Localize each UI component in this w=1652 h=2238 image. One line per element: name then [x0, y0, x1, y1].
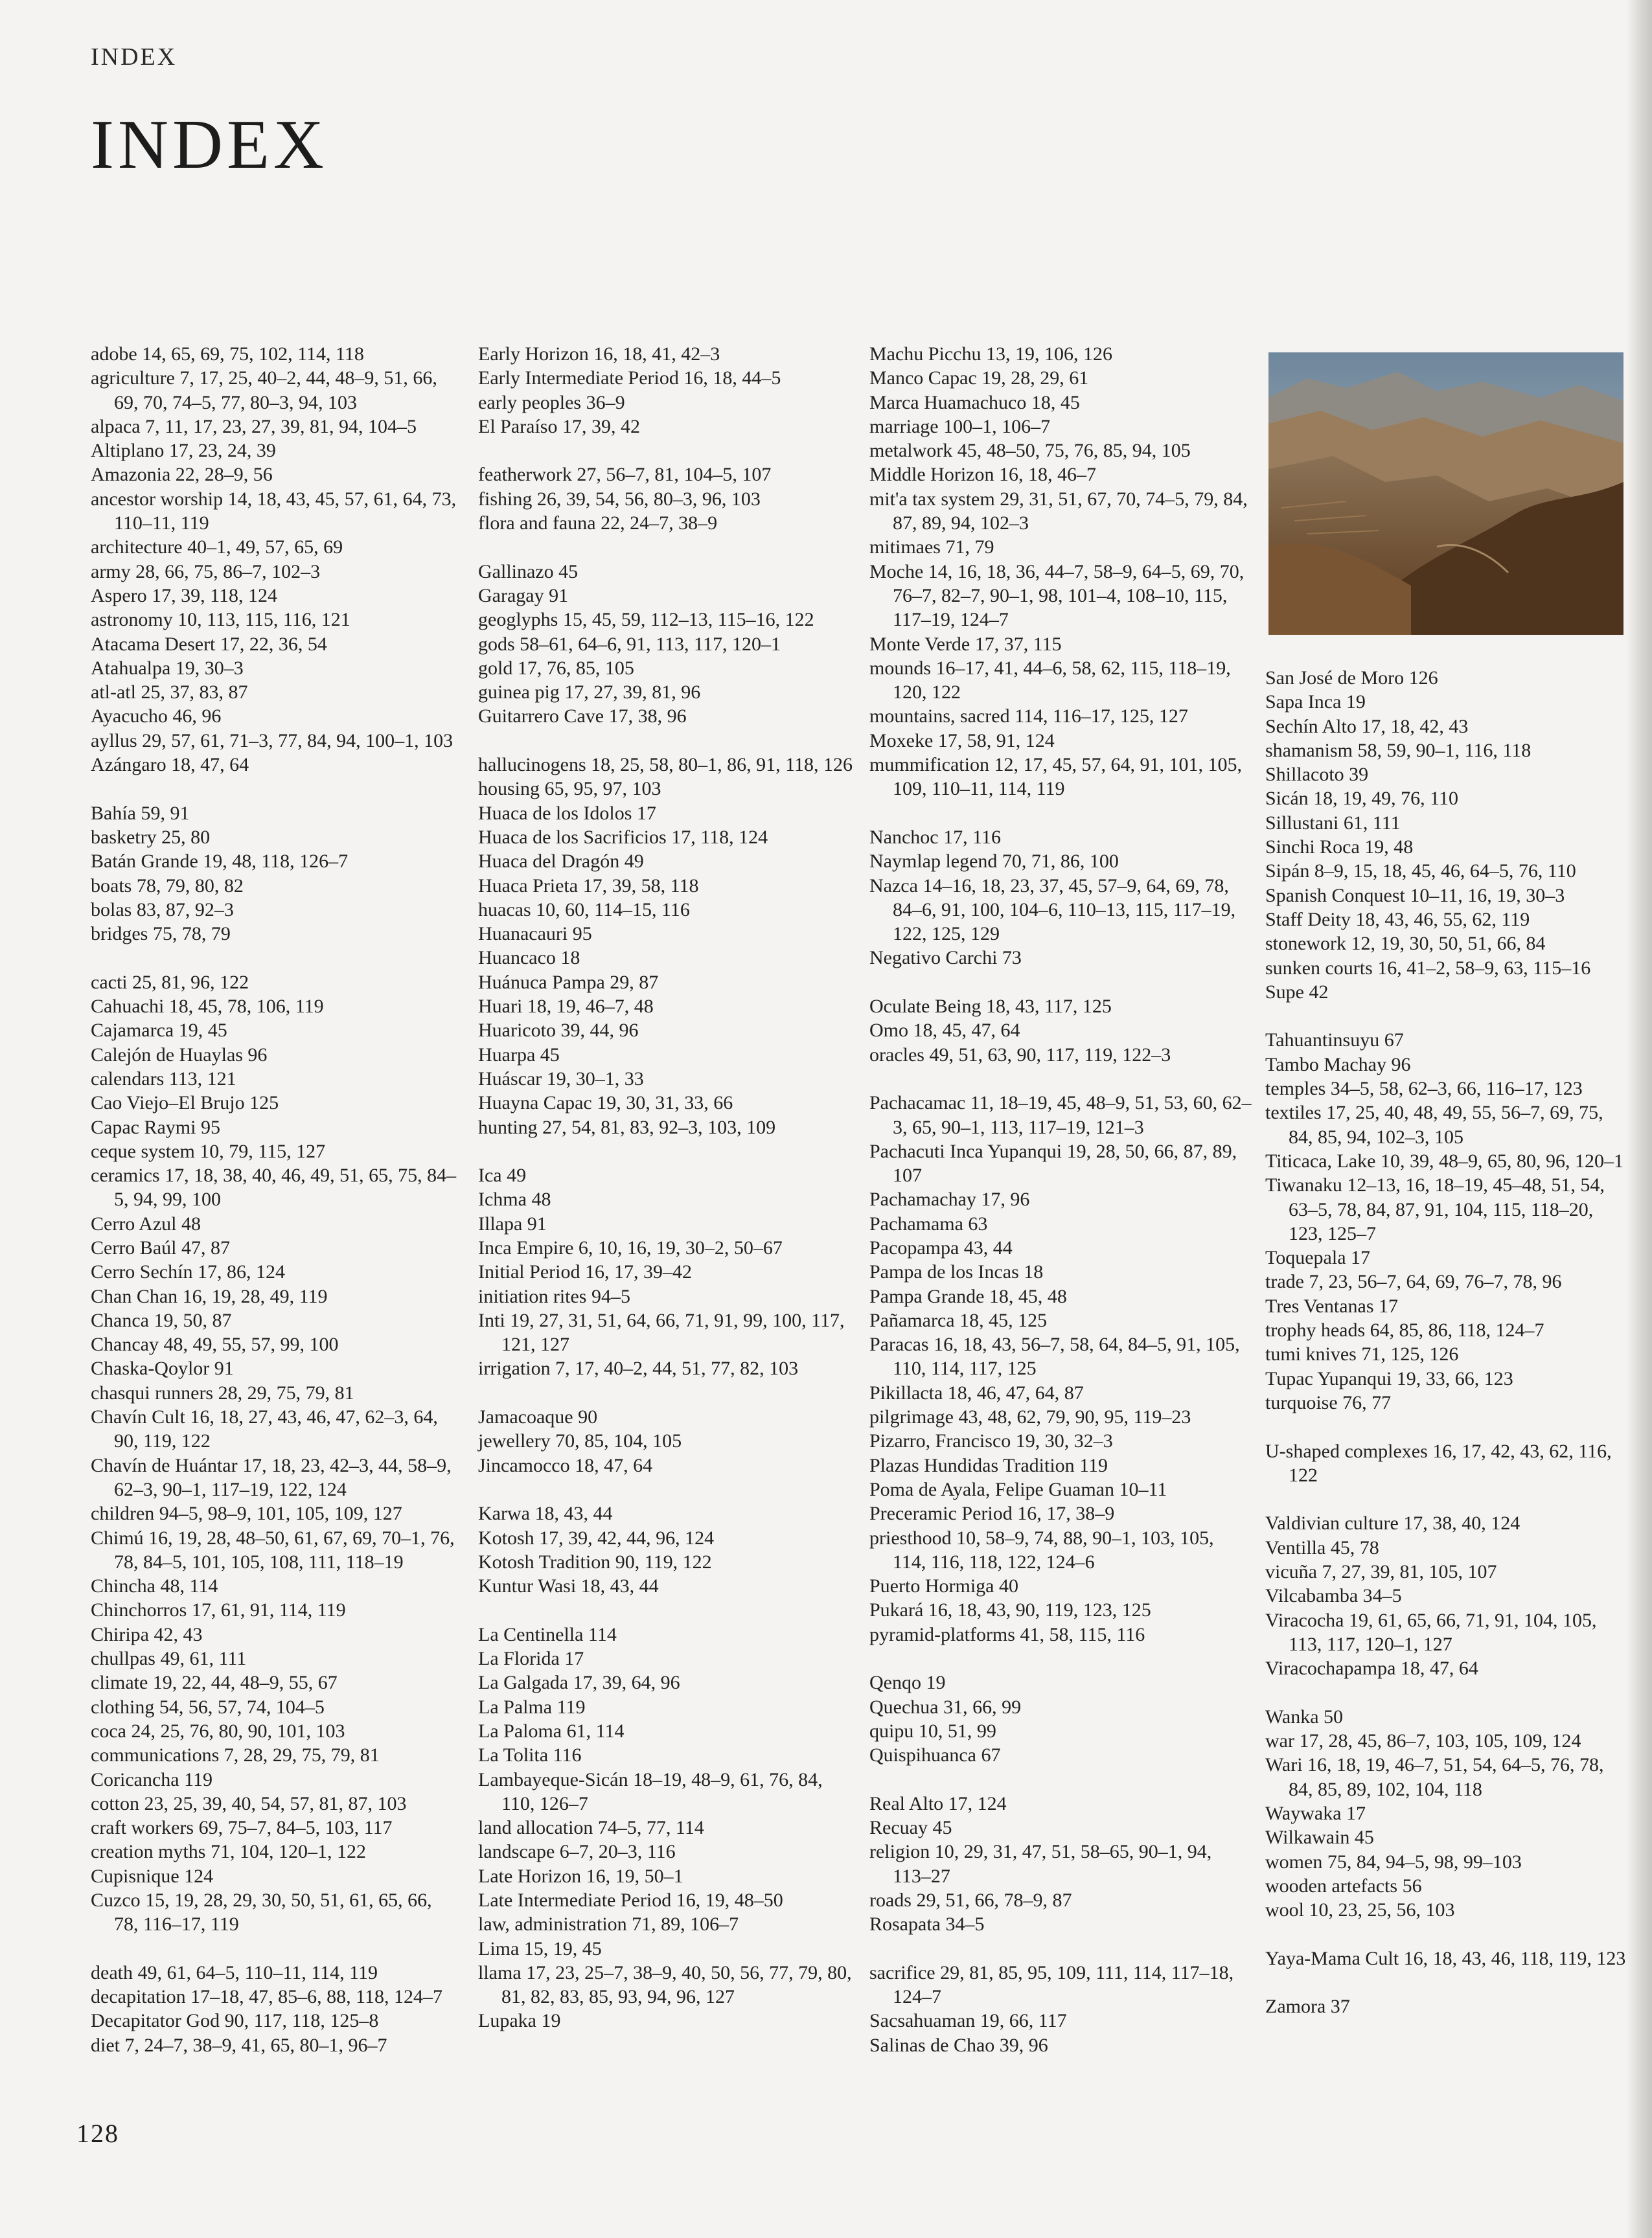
index-entry: death 49, 61, 64–5, 110–11, 114, 119 [91, 1961, 378, 1983]
index-column-4 [1265, 666, 1628, 2019]
mountain-landscape-photo [1268, 352, 1623, 635]
index-entry: women 75, 84, 94–5, 98, 99–103 [1265, 1851, 1522, 1873]
index-entry: clothing 54, 56, 57, 74, 104–5 [91, 1696, 325, 1718]
index-entry: ceque system 10, 79, 115, 127 [91, 1140, 326, 1162]
index-entry: San José de Moro 126 [1265, 667, 1438, 689]
index-entry: cotton 23, 25, 39, 40, 54, 57, 81, 87, 103 [91, 1792, 407, 1814]
letter-group-gap [1265, 1004, 1628, 1028]
index-entry: fishing 26, 39, 54, 56, 80–3, 96, 103 [478, 488, 761, 510]
index-entry: Illapa 91 [478, 1213, 547, 1235]
index-entry: guinea pig 17, 27, 39, 81, 96 [478, 681, 701, 703]
index-entry: Quispihuanca 67 [869, 1744, 1001, 1766]
index-entry: Pachacamac 11, 18–19, 45, 48–9, 51, 53, 60, 62–3, 65, 90–1, 113, 117–19, 121–3 [869, 1092, 1252, 1138]
index-entry: Viracochapampa 18, 47, 64 [1265, 1658, 1478, 1680]
letter-group-gap [1265, 1922, 1628, 1946]
index-entry: Pachamachay 17, 96 [869, 1189, 1030, 1211]
index-entry: Puerto Hormiga 40 [869, 1575, 1018, 1597]
index-entry: Aspero 17, 39, 118, 124 [91, 584, 278, 606]
letter-group-gap [478, 729, 854, 753]
index-entry: Lima 15, 19, 45 [478, 1937, 602, 1959]
index-column-3 [869, 342, 1252, 2057]
index-entry: Vilcabamba 34–5 [1265, 1585, 1402, 1607]
index-entry: bridges 75, 78, 79 [91, 923, 231, 945]
index-entry: metalwork 45, 48–50, 75, 76, 85, 94, 105 [869, 440, 1191, 462]
index-entry: Middle Horizon 16, 18, 46–7 [869, 464, 1096, 486]
index-entry: Chavín Cult 16, 18, 27, 43, 46, 47, 62–3, 64, 90, 119, 122 [91, 1406, 438, 1452]
index-entry: Inca Empire 6, 10, 16, 19, 30–2, 50–67 [478, 1237, 783, 1259]
index-entry: Quechua 31, 66, 99 [869, 1696, 1022, 1718]
index-entry: Sillustani 61, 111 [1265, 812, 1401, 834]
index-entry: Wari 16, 18, 19, 46–7, 51, 54, 64–5, 76, 78, 84, 85, 89, 102, 104, 118 [1265, 1754, 1604, 1800]
letter-group-gap [91, 1937, 460, 1961]
index-entry: hallucinogens 18, 25, 58, 80–1, 86, 91, 118, 126 [478, 754, 853, 776]
index-entry: Kotosh 17, 39, 42, 44, 96, 124 [478, 1527, 715, 1549]
index-entry: wool 10, 23, 25, 56, 103 [1265, 1899, 1455, 1921]
index-entry: early peoples 36–9 [478, 391, 625, 413]
index-entry: Yaya-Mama Cult 16, 18, 43, 46, 118, 119, 123 [1265, 1947, 1626, 1969]
index-entry: Chanca 19, 50, 87 [91, 1309, 232, 1331]
index-entry: Initial Period 16, 17, 39–42 [478, 1261, 692, 1283]
index-entry: Paracas 16, 18, 43, 56–7, 58, 64, 84–5, 91, 105, 110, 114, 117, 125 [869, 1334, 1240, 1380]
index-entry: jewellery 70, 85, 104, 105 [478, 1430, 682, 1452]
index-entry: sunken courts 16, 41–2, 58–9, 63, 115–16 [1265, 957, 1591, 979]
letter-group-gap [1265, 1970, 1628, 1994]
index-entry: Plazas Hundidas Tradition 119 [869, 1454, 1108, 1476]
index-entry: Sapa Inca 19 [1265, 691, 1366, 713]
letter-group-gap [478, 439, 854, 462]
letter-group-gap [1265, 1680, 1628, 1704]
index-entry: Gallinazo 45 [478, 560, 579, 582]
index-entry: climate 19, 22, 44, 48–9, 55, 67 [91, 1672, 338, 1694]
index-entry: craft workers 69, 75–7, 84–5, 103, 117 [91, 1817, 393, 1839]
letter-group-gap [869, 970, 1252, 994]
letter-group-gap [478, 535, 854, 559]
index-entry: Lambayeque-Sicán 18–19, 48–9, 61, 76, 84, 110, 126–7 [478, 1768, 823, 1814]
index-entry: sacrifice 29, 81, 85, 95, 109, 111, 114, 117–18, 124–7 [869, 1961, 1234, 2008]
index-entry: Pukará 16, 18, 43, 90, 119, 123, 125 [869, 1599, 1151, 1621]
index-entry: Machu Picchu 13, 19, 106, 126 [869, 343, 1112, 365]
index-entry: Cuzco 15, 19, 28, 29, 30, 50, 51, 61, 65, 66, 78, 116–17, 119 [91, 1890, 432, 1935]
index-entry: Monte Verde 17, 37, 115 [869, 633, 1062, 655]
index-entry: Huánuca Pampa 29, 87 [478, 971, 659, 993]
index-entry: Huáscar 19, 30–1, 33 [478, 1068, 644, 1090]
index-entry: Titicaca, Lake 10, 39, 48–9, 65, 80, 96, 120–1 [1265, 1150, 1623, 1172]
index-entry: Poma de Ayala, Felipe Guaman 10–11 [869, 1478, 1167, 1500]
index-entry: adobe 14, 65, 69, 75, 102, 114, 118 [91, 343, 364, 365]
index-entry: astronomy 10, 113, 115, 116, 121 [91, 609, 350, 631]
index-entry: alpaca 7, 11, 17, 23, 27, 39, 81, 94, 104–5 [91, 415, 417, 437]
index-entry: Supe 42 [1265, 981, 1329, 1003]
index-entry: Shillacoto 39 [1265, 764, 1369, 786]
index-entry: Huarpa 45 [478, 1044, 560, 1066]
index-entry: Ica 49 [478, 1165, 527, 1187]
index-entry: religion 10, 29, 31, 47, 51, 58–65, 90–1, 94, 113–27 [869, 1841, 1212, 1887]
index-entry: Kuntur Wasi 18, 43, 44 [478, 1575, 659, 1597]
index-entry: Sicán 18, 19, 49, 76, 110 [1265, 788, 1459, 810]
index-entry: Chinchorros 17, 61, 91, 114, 119 [91, 1599, 346, 1621]
index-entry: oracles 49, 51, 63, 90, 117, 119, 122–3 [869, 1044, 1171, 1066]
letter-group-gap [478, 1381, 854, 1405]
index-entry: stonework 12, 19, 30, 50, 51, 66, 84 [1265, 933, 1546, 955]
index-entry: huacas 10, 60, 114–15, 116 [478, 898, 690, 920]
index-entry: El Paraíso 17, 39, 42 [478, 415, 640, 437]
index-entry: mounds 16–17, 41, 44–6, 58, 62, 115, 118–19, 120, 122 [869, 657, 1231, 703]
index-entry: Zamora 37 [1265, 1996, 1350, 2018]
index-entry: gods 58–61, 64–6, 91, 113, 117, 120–1 [478, 633, 781, 655]
letter-group-gap [91, 946, 460, 970]
index-entry: Sinchi Roca 19, 48 [1265, 836, 1414, 858]
index-entry: children 94–5, 98–9, 101, 105, 109, 127 [91, 1503, 402, 1525]
index-entry: chullpas 49, 61, 111 [91, 1648, 247, 1670]
index-entry: priesthood 10, 58–9, 74, 88, 90–1, 103, 105, 114, 116, 118, 122, 124–6 [869, 1527, 1214, 1573]
index-entry: U-shaped complexes 16, 17, 42, 43, 62, 116, 122 [1265, 1440, 1612, 1486]
index-entry: initiation rites 94–5 [478, 1285, 630, 1307]
index-entry: Lupaka 19 [478, 2010, 561, 2032]
index-entry: Cajamarca 19, 45 [91, 1020, 227, 1042]
index-entry: wooden artefacts 56 [1265, 1875, 1422, 1897]
index-entry: geoglyphs 15, 45, 59, 112–13, 115–16, 122 [478, 609, 814, 631]
index-entry: Valdivian culture 17, 38, 40, 124 [1265, 1513, 1520, 1535]
index-entry: llama 17, 23, 25–7, 38–9, 40, 50, 56, 77, 79, 80, 81, 82, 83, 85, 93, 94, 96, 127 [478, 1961, 852, 2008]
index-entry: La Centinella 114 [478, 1623, 617, 1645]
index-entry: Waywaka 17 [1265, 1802, 1366, 1824]
index-entry: Cao Viejo–El Brujo 125 [91, 1092, 279, 1114]
index-entry: landscape 6–7, 20–3, 116 [478, 1841, 676, 1863]
index-entry: Nanchoc 17, 116 [869, 826, 1001, 848]
index-entry: Recuay 45 [869, 1817, 952, 1839]
index-entry: Huaca de los Idolos 17 [478, 802, 656, 824]
index-entry: Huari 18, 19, 46–7, 48 [478, 996, 654, 1018]
letter-group-gap [1265, 1415, 1628, 1439]
index-entry: Azángaro 18, 47, 64 [91, 754, 249, 776]
index-entry: mummification 12, 17, 45, 57, 64, 91, 101, 105, 109, 110–11, 114, 119 [869, 754, 1242, 800]
index-entry: Karwa 18, 43, 44 [478, 1503, 613, 1525]
index-column-1 [91, 342, 460, 2057]
index-entry: communications 7, 28, 29, 75, 79, 81 [91, 1744, 380, 1766]
index-entry: roads 29, 51, 66, 78–9, 87 [869, 1890, 1072, 1911]
index-entry: shamanism 58, 59, 90–1, 116, 118 [1265, 739, 1532, 761]
index-entry: Pachacuti Inca Yupanqui 19, 28, 50, 66, 87, 89, 107 [869, 1140, 1237, 1187]
index-entry: quipu 10, 51, 99 [869, 1720, 996, 1742]
index-entry: decapitation 17–18, 47, 85–6, 88, 118, 124–7 [91, 1986, 442, 2008]
index-entry: housing 65, 95, 97, 103 [478, 778, 661, 800]
index-entry: marriage 100–1, 106–7 [869, 415, 1051, 437]
index-entry: textiles 17, 25, 40, 48, 49, 55, 56–7, 69, 75, 84, 85, 94, 102–3, 105 [1265, 1102, 1603, 1148]
index-entry: mitimaes 71, 79 [869, 536, 994, 558]
index-entry: Jamacoaque 90 [478, 1406, 598, 1428]
index-entry: Negativo Carchi 73 [869, 947, 1022, 969]
index-entry: Pampa Grande 18, 45, 48 [869, 1285, 1067, 1307]
index-entry: atl-atl 25, 37, 83, 87 [91, 681, 248, 703]
index-entry: ancestor worship 14, 18, 43, 45, 57, 61, 64, 73, 110–11, 119 [91, 488, 457, 534]
letter-group-gap [1265, 1487, 1628, 1511]
index-entry: chasqui runners 28, 29, 75, 79, 81 [91, 1382, 354, 1404]
index-entry: Inti 19, 27, 31, 51, 64, 66, 71, 91, 99, 100, 117, 121, 127 [478, 1309, 845, 1356]
index-entry: Jincamocco 18, 47, 64 [478, 1454, 653, 1476]
index-entry: diet 7, 24–7, 38–9, 41, 65, 80–1, 96–7 [91, 2034, 387, 2056]
index-entry: pyramid-platforms 41, 58, 115, 116 [869, 1623, 1145, 1645]
index-entry: pilgrimage 43, 48, 62, 79, 90, 95, 119–23 [869, 1406, 1191, 1428]
index-entry: Salinas de Chao 39, 96 [869, 2034, 1048, 2056]
index-entry: La Paloma 61, 114 [478, 1720, 625, 1742]
index-entry: Atahualpa 19, 30–3 [91, 657, 244, 679]
index-entry: war 17, 28, 45, 86–7, 103, 105, 109, 124 [1265, 1730, 1581, 1752]
index-entry: Marca Huamachuco 18, 45 [869, 391, 1080, 413]
index-entry: Viracocha 19, 61, 65, 66, 71, 91, 104, 105, 113, 117, 120–1, 127 [1265, 1609, 1597, 1655]
index-entry: Moche 14, 16, 18, 36, 44–7, 58–9, 64–5, 69, 70, 76–7, 82–7, 90–1, 98, 101–4, 108–10, 115, 117–19, 124–7 [869, 560, 1245, 631]
index-entry: Huaricoto 39, 44, 96 [478, 1020, 639, 1042]
index-entry: creation myths 71, 104, 120–1, 122 [91, 1841, 366, 1863]
index-entry: Cerro Sechín 17, 86, 124 [91, 1261, 285, 1283]
index-entry: Rosapata 34–5 [869, 1913, 985, 1935]
index-entry: temples 34–5, 58, 62–3, 66, 116–17, 123 [1265, 1078, 1583, 1100]
index-entry: Chavín de Huántar 17, 18, 23, 42–3, 44, 58–9, 62–3, 90–1, 117–19, 122, 124 [91, 1454, 452, 1500]
letter-group-gap [869, 1067, 1252, 1091]
running-head: INDEX [91, 43, 178, 71]
page-number: 128 [76, 2119, 119, 2148]
index-entry: Preceramic Period 16, 17, 38–9 [869, 1503, 1115, 1525]
index-entry: mit'a tax system 29, 31, 51, 67, 70, 74–5, 79, 84, 87, 89, 94, 102–3 [869, 488, 1248, 534]
index-entry: La Palma 119 [478, 1696, 586, 1718]
index-entry: bolas 83, 87, 92–3 [91, 898, 234, 920]
index-entry: Tahuantinsuyu 67 [1265, 1029, 1404, 1051]
index-entry: Sacsahuaman 19, 66, 117 [869, 2010, 1067, 2032]
letter-group-gap [478, 1139, 854, 1163]
index-entry: tumi knives 71, 125, 126 [1265, 1343, 1459, 1365]
index-entry: flora and fauna 22, 24–7, 38–9 [478, 512, 718, 534]
index-entry: Oculate Being 18, 43, 117, 125 [869, 996, 1112, 1018]
index-entry: Pizarro, Francisco 19, 30, 32–3 [869, 1430, 1113, 1452]
index-entry: cacti 25, 81, 96, 122 [91, 971, 249, 993]
index-entry: Omo 18, 45, 47, 64 [869, 1020, 1020, 1042]
index-entry: Chaska-Qoylor 91 [91, 1358, 234, 1380]
index-entry: La Tolita 116 [478, 1744, 582, 1766]
letter-group-gap [869, 1937, 1252, 1961]
index-entry: Decapitator God 90, 117, 118, 125–8 [91, 2010, 379, 2032]
index-entry: Spanish Conquest 10–11, 16, 19, 30–3 [1265, 884, 1565, 906]
index-entry: Staff Deity 18, 43, 46, 55, 62, 119 [1265, 908, 1530, 930]
page-edge-shadow [1626, 0, 1652, 2238]
index-entry: Early Intermediate Period 16, 18, 44–5 [478, 367, 781, 389]
index-entry: Coricancha 119 [91, 1768, 212, 1790]
index-entry: Huancaco 18 [478, 947, 580, 969]
index-entry: Pampa de los Incas 18 [869, 1261, 1044, 1283]
index-entry: Chiripa 42, 43 [91, 1623, 203, 1645]
index-column-2 [478, 342, 854, 2033]
index-entry: featherwork 27, 56–7, 81, 104–5, 107 [478, 464, 772, 486]
index-entry: Cahuachi 18, 45, 78, 106, 119 [91, 996, 324, 1018]
index-entry: Kotosh Tradition 90, 119, 122 [478, 1551, 712, 1573]
index-entry: ceramics 17, 18, 38, 40, 46, 49, 51, 65, 75, 84–5, 94, 99, 100 [91, 1165, 457, 1211]
index-entry: law, administration 71, 89, 106–7 [478, 1913, 739, 1935]
index-entry: Chimú 16, 19, 28, 48–50, 61, 67, 69, 70–1, 76, 78, 84–5, 101, 105, 108, 111, 118–19 [91, 1527, 455, 1573]
index-entry: Sechín Alto 17, 18, 42, 43 [1265, 715, 1469, 737]
index-entry: Capac Raymi 95 [91, 1116, 220, 1138]
index-entry: Sipán 8–9, 15, 18, 45, 46, 64–5, 76, 110 [1265, 860, 1576, 882]
index-entry: irrigation 7, 17, 40–2, 44, 51, 77, 82, 103 [478, 1358, 799, 1380]
index-entry: Chincha 48, 114 [91, 1575, 218, 1597]
index-entry: Wanka 50 [1265, 1706, 1344, 1728]
index-entry: Ichma 48 [478, 1189, 551, 1211]
index-entry: Cerro Azul 48 [91, 1213, 201, 1235]
index-entry: Cerro Baúl 47, 87 [91, 1237, 230, 1259]
index-entry: Pañamarca 18, 45, 125 [869, 1309, 1048, 1331]
letter-group-gap [478, 1598, 854, 1622]
index-entry: Tres Ventanas 17 [1265, 1295, 1399, 1317]
index-entry: Ayacucho 46, 96 [91, 705, 222, 727]
index-entry: Amazonia 22, 28–9, 56 [91, 464, 273, 486]
index-entry: Real Alto 17, 124 [869, 1792, 1007, 1814]
index-entry: Nazca 14–16, 18, 23, 37, 45, 57–9, 64, 69, 78, 84–6, 91, 100, 104–6, 110–13, 115, 117–19, 122, 125, 129 [869, 874, 1236, 945]
index-entry: Tambo Machay 96 [1265, 1053, 1411, 1075]
index-entry: Pikillacta 18, 46, 47, 64, 87 [869, 1382, 1084, 1404]
index-entry: Moxeke 17, 58, 91, 124 [869, 729, 1055, 751]
letter-group-gap [869, 1768, 1252, 1792]
index-entry: Huayna Capac 19, 30, 31, 33, 66 [478, 1092, 733, 1114]
index-entry: Tiwanaku 12–13, 16, 18–19, 45–48, 51, 54, 63–5, 78, 84, 87, 91, 104, 115, 118–20, 123, 125–7 [1265, 1174, 1605, 1244]
index-entry: architecture 40–1, 49, 57, 65, 69 [91, 536, 343, 558]
index-entry: Pachamama 63 [869, 1213, 988, 1235]
letter-group-gap [478, 1478, 854, 1502]
index-entry: Huaca de los Sacrificios 17, 118, 124 [478, 826, 768, 848]
index-entry: Altiplano 17, 23, 24, 39 [91, 440, 276, 462]
index-entry: calendars 113, 121 [91, 1068, 236, 1090]
index-entry: Naymlap legend 70, 71, 86, 100 [869, 851, 1119, 873]
index-entry: Pacopampa 43, 44 [869, 1237, 1013, 1259]
index-entry: boats 78, 79, 80, 82 [91, 874, 244, 896]
index-entry: Wilkawain 45 [1265, 1827, 1374, 1849]
index-entry: Chancay 48, 49, 55, 57, 99, 100 [91, 1334, 339, 1356]
index-entry: hunting 27, 54, 81, 83, 92–3, 103, 109 [478, 1116, 776, 1138]
index-entry: Early Horizon 16, 18, 41, 42–3 [478, 343, 720, 365]
index-entry: basketry 25, 80 [91, 826, 211, 848]
index-entry: Toquepala 17 [1265, 1247, 1371, 1269]
index-entry: mountains, sacred 114, 116–17, 125, 127 [869, 705, 1188, 727]
index-entry: Bahía 59, 91 [91, 802, 190, 824]
index-entry: turquoise 76, 77 [1265, 1391, 1392, 1413]
index-entry: trade 7, 23, 56–7, 64, 69, 76–7, 78, 96 [1265, 1271, 1562, 1293]
index-entry: Tupac Yupanqui 19, 33, 66, 123 [1265, 1367, 1513, 1389]
index-entry: Garagay 91 [478, 584, 569, 606]
index-entry: Atacama Desert 17, 22, 36, 54 [91, 633, 327, 655]
letter-group-gap [869, 801, 1252, 825]
index-entry: army 28, 66, 75, 86–7, 102–3 [91, 560, 321, 582]
index-entry: gold 17, 76, 85, 105 [478, 657, 634, 679]
index-entry: agriculture 7, 17, 25, 40–2, 44, 48–9, 51, 66, 69, 70, 74–5, 77, 80–3, 94, 103 [91, 367, 437, 413]
index-entry: Ventilla 45, 78 [1265, 1536, 1379, 1559]
letter-group-gap [91, 777, 460, 801]
index-entry: vicuña 7, 27, 39, 81, 105, 107 [1265, 1560, 1497, 1582]
index-entry: Batán Grande 19, 48, 118, 126–7 [91, 851, 349, 873]
index-entry: coca 24, 25, 76, 80, 90, 101, 103 [91, 1720, 345, 1742]
index-entry: Late Horizon 16, 19, 50–1 [478, 1865, 683, 1887]
index-entry: Huaca Prieta 17, 39, 58, 118 [478, 874, 699, 896]
index-entry: trophy heads 64, 85, 86, 118, 124–7 [1265, 1319, 1544, 1342]
index-entry: land allocation 74–5, 77, 114 [478, 1817, 704, 1839]
letter-group-gap [869, 1647, 1252, 1671]
index-entry: Late Intermediate Period 16, 19, 48–50 [478, 1890, 783, 1911]
index-entry: ayllus 29, 57, 61, 71–3, 77, 84, 94, 100–1, 103 [91, 729, 453, 751]
index-entry: Guitarrero Cave 17, 38, 96 [478, 705, 687, 727]
index-entry: Chan Chan 16, 19, 28, 49, 119 [91, 1285, 328, 1307]
index-entry: Huaca del Dragón 49 [478, 851, 644, 873]
index-entry: La Galgada 17, 39, 64, 96 [478, 1672, 680, 1694]
index-entry: La Florida 17 [478, 1648, 584, 1670]
index-entry: Huanacauri 95 [478, 923, 592, 945]
index-entry: Manco Capac 19, 28, 29, 61 [869, 367, 1089, 389]
index-entry: Qenqo 19 [869, 1672, 946, 1694]
page-title: INDEX [91, 106, 328, 183]
index-entry: Calejón de Huaylas 96 [91, 1044, 268, 1066]
index-entry: Cupisnique 124 [91, 1865, 214, 1887]
